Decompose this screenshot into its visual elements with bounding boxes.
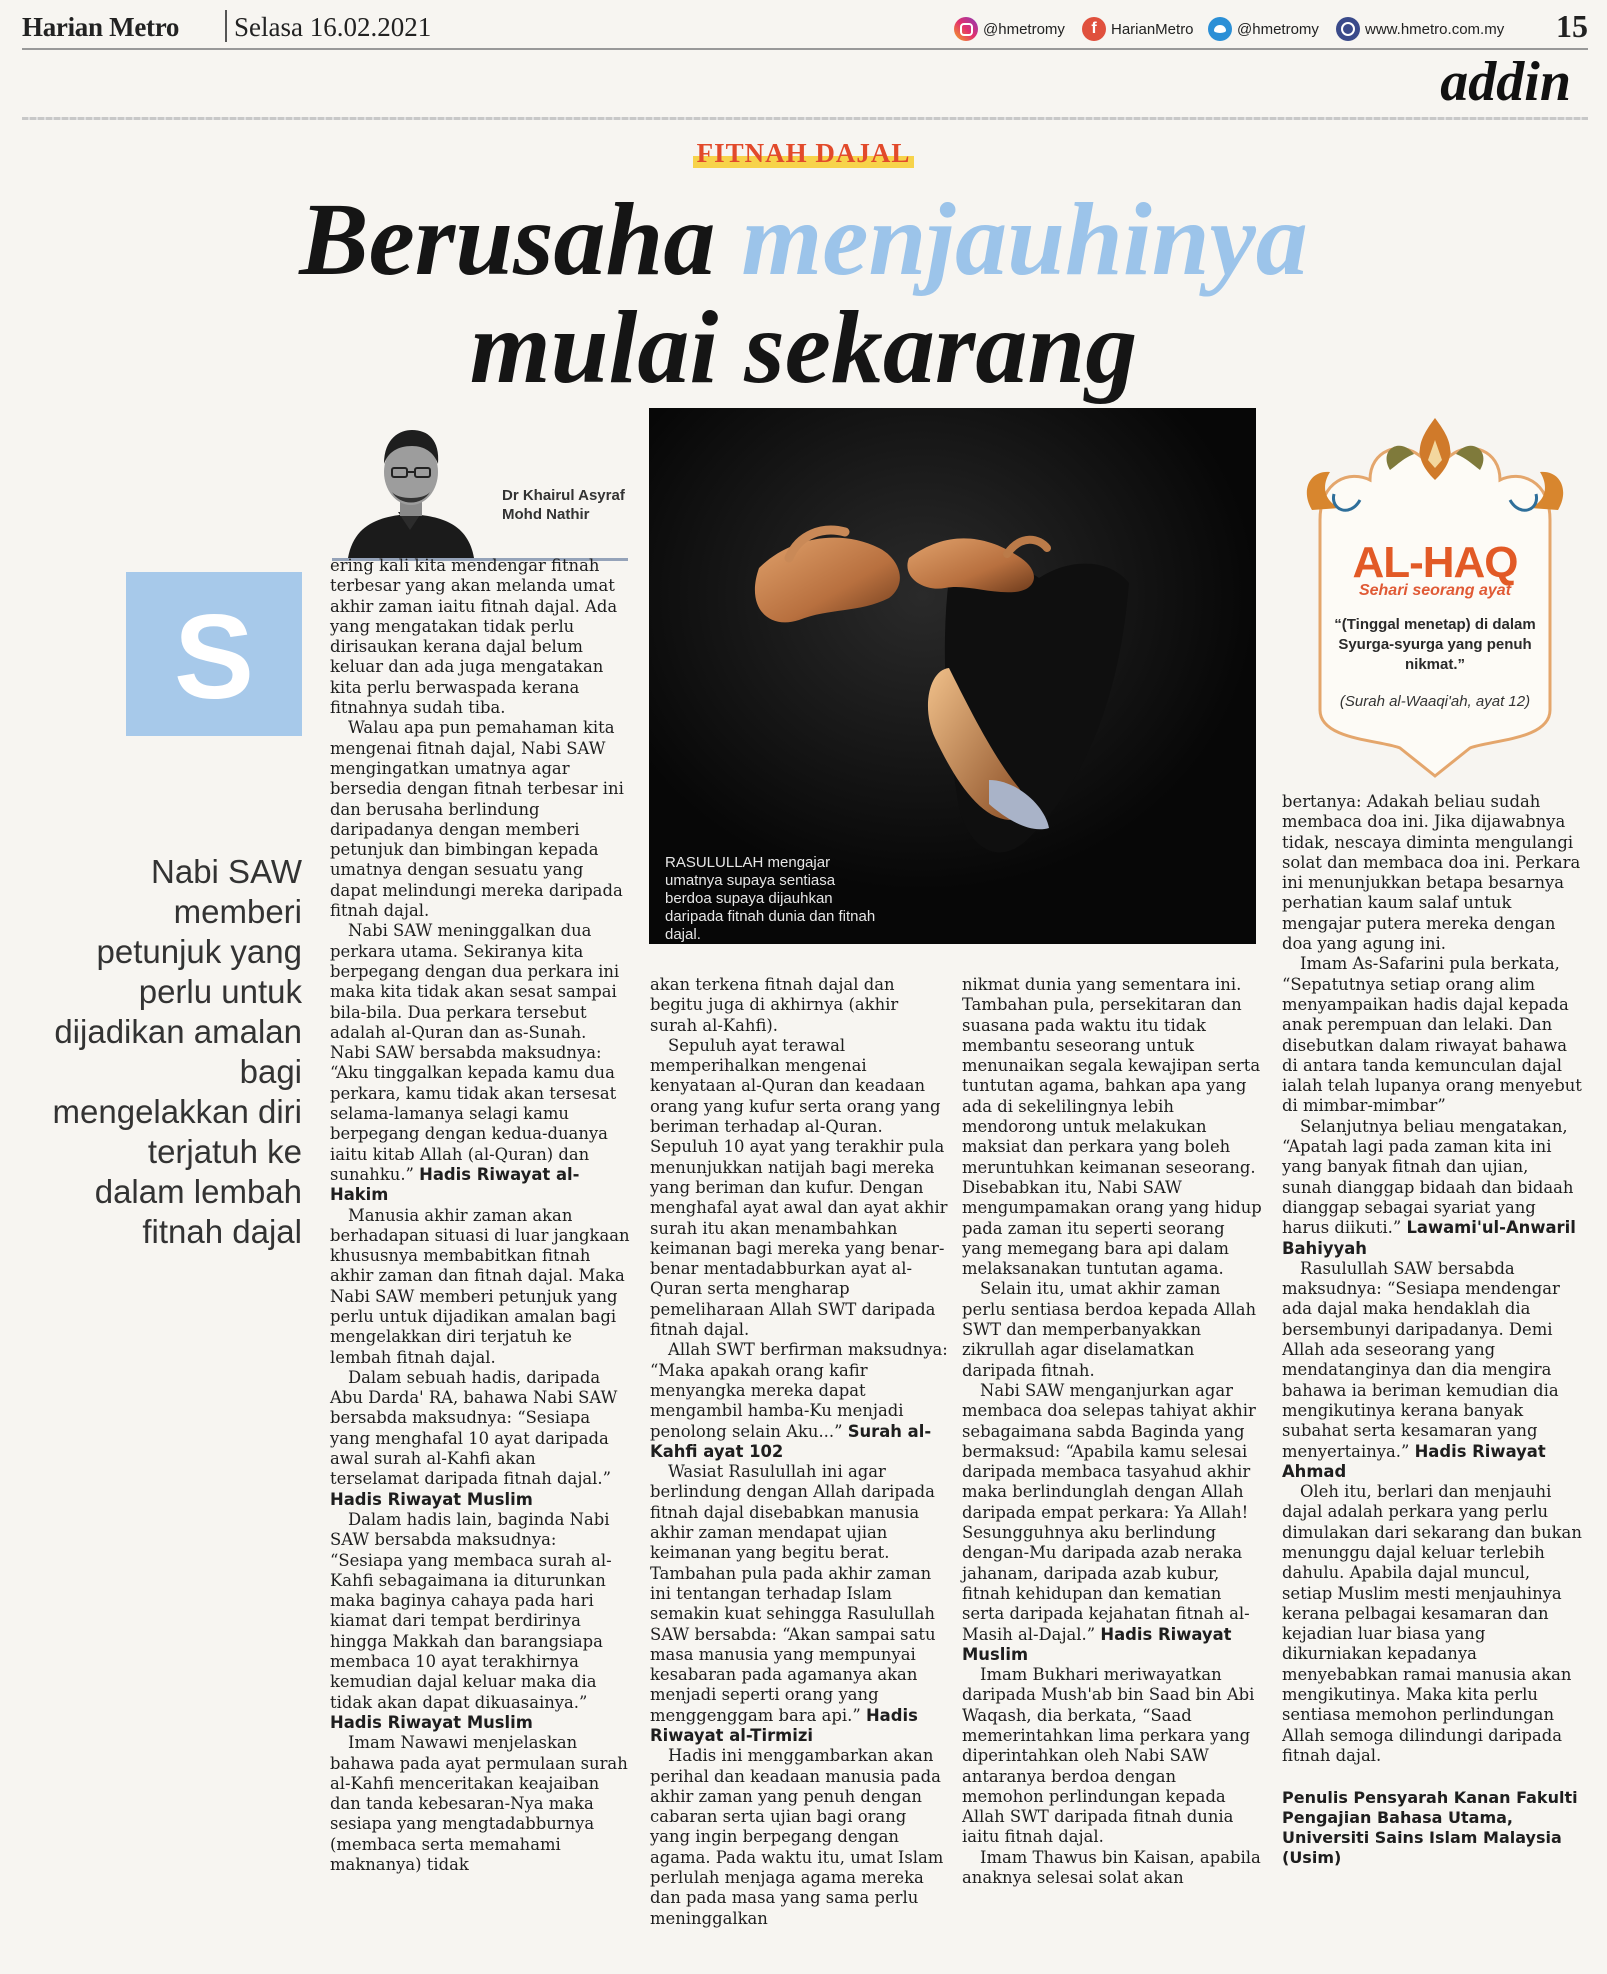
- author-name-line-1: Dr Khairul Asyraf: [502, 487, 625, 504]
- paragraph-text: Imam Thawus bin Kaisan, apabila anaknya selesai solat akan: [962, 1847, 1261, 1888]
- paragraph-text: Rasulullah SAW bersabda maksudnya: “Sesiapa mendengar ada dajal maka hendaklah dia bersembunyi daripadanya. Demi Allah ada seseorang yang mendatanginya dan dia mengira bahawa ia beriman kemudian dia mengikutinya kerana banyak subahat serta kesamaran yang menyertainya.”: [1282, 1258, 1560, 1461]
- article-paragraph: [1282, 1117, 1582, 1259]
- paragraph-text: Allah SWT berfirman maksudnya: “Maka apakah orang kafir menyangka mereka dapat mengambil hamba-Ku menjadi penolong selain Aku...”: [650, 1340, 948, 1441]
- website-label: www.hmetro.com.my: [1365, 20, 1505, 38]
- dropcap-box: [126, 572, 302, 736]
- hadith-source: Hadis Riwayat al-Tirmizi: [650, 1705, 918, 1745]
- twitter-handle: [1208, 15, 1319, 43]
- photo-caption: RASULULLAH mengajar umatnya supaya sentiasa berdoa supaya dijauhkan daripada fitnah dunia dan fitnah dajal.: [665, 854, 876, 943]
- article-column-3: [962, 975, 1262, 1888]
- article-paragraph: [650, 975, 950, 1036]
- author-name: [502, 486, 625, 524]
- paragraph-text: Dalam hadis lain, baginda Nabi SAW bersabda maksudnya: “Sesiapa yang membaca surah al-Kahfi sebagaimana ia diturunkan maka baginya cahaya pada hari kiamat dari tempat berdirinya hingga Makkah dan barangsiapa membaca 10 ayat terakhirnya kemudian dajal keluar maka dia tidak akan dapat dikuasainya.”: [330, 1509, 612, 1712]
- author-box: [332, 420, 628, 561]
- article-paragraph: [330, 1510, 630, 1733]
- author-name-line-2: Mohd Nathir: [502, 506, 590, 523]
- article-paragraph: [962, 1848, 1262, 1889]
- kicker: [0, 138, 1607, 169]
- headline-word-2: menjauhinya: [741, 182, 1308, 297]
- headline: [0, 182, 1607, 405]
- article-paragraph: [1282, 954, 1582, 1116]
- article-paragraph: [330, 718, 630, 921]
- article-paragraph: [1282, 792, 1582, 954]
- website-link[interactable]: [1336, 15, 1504, 43]
- article-column-4-body: [1282, 792, 1582, 1766]
- section-rule: [22, 117, 1588, 120]
- dropcap-letter: S: [173, 590, 255, 724]
- article-paragraph: [1282, 1482, 1582, 1766]
- hadith-source: Hadis Riwayat Muslim: [330, 1489, 533, 1509]
- article-paragraph: [650, 1462, 950, 1746]
- headline-line-2: mulai sekarang: [469, 290, 1138, 405]
- page-number: 15: [1556, 8, 1588, 44]
- article-column-4: [1282, 792, 1582, 1868]
- hadith-source: Hadis Riwayat al-Hakim: [330, 1164, 580, 1205]
- article-column-1: [330, 556, 630, 1875]
- facebook-label: HarianMetro: [1111, 20, 1194, 38]
- masthead: [22, 6, 1588, 50]
- article-paragraph: [962, 1381, 1262, 1665]
- al-haq-title: AL-HAQ: [1352, 538, 1518, 587]
- al-haq-subtitle: Sehari seorang ayat: [1358, 582, 1512, 599]
- instagram-handle: [954, 15, 1065, 43]
- article-paragraph: [962, 975, 1262, 1279]
- paragraph-text: Imam As-Safarini pula berkata, “Sepatutnya setiap orang alim menyampaikan hadis dajal kepada anak perempuan dan lelaki. Dan disebutkan dalam riwayat bahawa di antara tanda kemunculan dajal ialah telah lupanya orang menyebut di mimbar-mimbar”: [1282, 954, 1582, 1116]
- paragraph-text: Walau apa pun pemahaman kita mengenai fitnah dajal, Nabi SAW mengingatkan umatnya agar bersedia dengan fitnah terbesar ini dan berusaha berlindung daripadanya dengan memberi petunjuk dan bimbingan kepada umatnya dengan sesuatu yang dapat melindungi mereka daripada fitnah dajal.: [330, 718, 624, 921]
- paragraph-text: ering kali kita mendengar fitnah terbesar yang akan melanda umat akhir zaman iaitu fitnah dajal. Ada yang mengatakan tidak perlu dirisaukan kerana dajal belum keluar dan ada juga mengatakan kita perlu berwaspada kerana fitnahnya sudah tiba.: [330, 556, 618, 718]
- author-photo: [340, 420, 482, 558]
- facebook-icon: f: [1082, 17, 1106, 41]
- paragraph-text: bertanya: Adakah beliau sudah membaca doa ini. Jika dijawabnya tidak, nescaya diminta mengulangi solat dan membaca doa ini. Perkara ini menunjukkan betapa besarnya perhatian kaum salaf untuk mengajar putera mereka dengan doa yang agung ini.: [1282, 792, 1581, 954]
- hadith-source: Hadis Riwayat Ahmad: [1282, 1441, 1546, 1481]
- al-haq-verse: “(Tinggal menetap) di dalam Syurga-syurga yang penuh nikmat.”: [1334, 616, 1536, 673]
- paragraph-text: Hadis ini menggambarkan akan perihal dan keadaan manusia pada akhir zaman yang penuh dengan cabaran serta ujian bagi orang yang ingin berpegang dengan agama. Pada waktu itu, umat Islam perlulah menjaga agama mereka dan pada masa yang sama perlu meninggalkan: [650, 1746, 944, 1928]
- hadith-source: Lawami'ul-Anwaril Bahiyyah: [1282, 1218, 1576, 1258]
- article-paragraph: [650, 1746, 950, 1929]
- article-paragraph: [330, 556, 630, 718]
- paragraph-text: Wasiat Rasulullah ini agar berlindung dengan Allah daripada fitnah dajal disebabkan manusia akhir zaman mendapat ujian keimanan yang begitu berat. Tambahan pula pada akhir zaman ini tentangan terhadap Islam semakin kuat sehingga Rasulullah SAW bersabda: “Akan sampai satu masa manusia yang mempunyai kesabaran pada agamanya akan menjadi seperti orang yang menggenggam bara api.”: [650, 1462, 936, 1725]
- article-paragraph: [330, 1368, 630, 1510]
- headline-word-1: Berusaha: [299, 182, 716, 297]
- instagram-icon: [954, 17, 978, 41]
- article-paragraph: [330, 1206, 630, 1368]
- instagram-label: @hmetromy: [983, 20, 1065, 38]
- author-byline: Penulis Pensyarah Kanan Fakulti Pengajian Bahasa Utama, Universiti Sains Islam Malaysia (Usim): [1282, 1788, 1578, 1868]
- article-paragraph: [330, 1733, 630, 1875]
- issue-date: Selasa 16.02.2021: [234, 12, 432, 42]
- article-paragraph: [1282, 1259, 1582, 1482]
- paragraph-text: Sepuluh ayat terawal memperihalkan mengenai kenyataan al-Quran dan keadaan orang yang kufur serta orang yang beriman terhadap al-Quran. Sepuluh 10 ayat yang terakhir pula menunjukkan natijah bagi mereka yang beriman dan kufur. Dengan menghafal ayat awal dan ayat akhir surah itu akan menambahkan keimanan bagi mereka yang benar-benar mentadabburkan ayat al-Quran serta mengharap pemeliharaan Allah SWT daripada fitnah dajal.: [650, 1035, 948, 1340]
- hadith-source: Hadis Riwayat Muslim: [962, 1624, 1232, 1664]
- article-paragraph: [962, 1665, 1262, 1848]
- twitter-icon: [1208, 17, 1232, 41]
- paragraph-text: akan terkena fitnah dajal dan begitu juga di akhirnya (akhir surah al-Kahfi).: [650, 975, 899, 1035]
- paragraph-text: Oleh itu, berlari dan menjauhi dajal adalah perkara yang perlu dimulakan dari sekarang dan bukan menunggu dajal keluar terlebih dahulu. Apabila dajal muncul, setiap Muslim mesti menjauhinya kerana pelbagai kesamaran dan kejadian luar biasa yang dikurniakan kepadanya menyebabkan ramai manusia akan mengikutinya. Maka kita perlu sentiasa memohon perlindungan Allah semoga dilindungi daripada fitnah dajal.: [1282, 1482, 1582, 1765]
- paragraph-text: Imam Nawawi menjelaskan bahawa pada ayat permulaan surah al-Kahfi menceritakan keajaiban dan tanda kebesaran-Nya maka sesiapa yang mengtadabburnya (membaca serta memahami maknanya) tidak: [330, 1733, 628, 1874]
- masthead-separator: [225, 10, 227, 42]
- paragraph-text: nikmat dunia yang sementara ini. Tambahan pula, persekitaran dan suasana pada waktu itu tidak membantu seseorang untuk menunaikan segala kewajipan serta tuntutan agama, bahkan apa yang ada di sekelilingnya lebih mendorong untuk melakukan maksiat dan perkara yang boleh meruntuhkan keimanan seseorang. Disebabkan itu, Nabi SAW mengumpamakan orang yang hidup pada zaman itu seperti seorang yang memegang bara api dalam melaksanakan tuntutan agama.: [962, 975, 1262, 1279]
- paragraph-text: Nabi SAW meninggalkan dua perkara utama. Sekiranya kita berpegang dengan dua perkara ini maka kita tidak akan sesat sampai bila-bila. Dua perkara tersebut adalah al-Quran dan as-Sunah. Nabi SAW bersabda maksudnya: “Aku tinggalkan kepada kamu dua perkara, kamu tidak akan tersesat selama-lamanya selagi kamu berpegang dengan kedua-duanya iaitu kitab Allah (al-Quran) dan sunahku.”: [330, 921, 620, 1184]
- kicker-text: FITNAH DAJAL: [693, 138, 915, 168]
- article-paragraph: [962, 1279, 1262, 1380]
- newspaper-name: Harian Metro: [22, 12, 180, 42]
- paragraph-text: Manusia akhir zaman akan berhadapan situasi di luar jangkaan khususnya membabitkan fitnah akhir zaman dan fitnah dajal. Maka Nabi SAW memberi petunjuk yang perlu untuk dijadikan amalan bagi mengelakkan diri terjatuh ke lembah fitnah dajal.: [330, 1205, 630, 1367]
- section-name: addin: [1440, 51, 1571, 113]
- article-column-2: [650, 975, 950, 1929]
- facebook-handle: [1082, 15, 1194, 43]
- paragraph-text: Selain itu, umat akhir zaman perlu sentiasa berdoa kepada Allah SWT dan memperbanyakkan zikrullah agar diselamatkan daripada fitnah.: [962, 1279, 1257, 1380]
- article-paragraph: [330, 921, 630, 1205]
- article-photo: [649, 408, 1256, 944]
- paragraph-text: Dalam sebuah hadis, daripada Abu Darda' RA, bahawa Nabi SAW bersabda maksudnya: “Sesiapa yang menghafal 10 ayat daripada awal surah al-Kahfi akan terselamat daripada fitnah dajal.”: [330, 1367, 618, 1489]
- globe-icon: [1336, 17, 1360, 41]
- pull-quote: Nabi SAW memberi petunjuk yang perlu untuk dijadikan amalan bagi mengelakkan diri terjatuh ke dalam lembah fitnah dajal: [52, 853, 302, 1250]
- hadith-source: Surah al-Kahfi ayat 102: [650, 1421, 932, 1461]
- al-haq-panel: [1290, 410, 1580, 780]
- hadith-source: Hadis Riwayat Muslim: [330, 1712, 533, 1732]
- article-paragraph: [650, 1340, 950, 1462]
- twitter-label: @hmetromy: [1237, 20, 1319, 38]
- paragraph-text: Imam Bukhari meriwayatkan daripada Mush'ab bin Saad bin Abi Waqash, dia berkata, “Saad memerintahkan lima perkara yang diperintahkan oleh Nabi SAW antaranya berdoa dengan memohon perlindungan kepada Allah SWT daripada fitnah dunia iaitu fitnah dajal.: [962, 1665, 1255, 1847]
- paragraph-text: Nabi SAW menganjurkan agar membaca doa selepas tahiyat akhir sebagaimana sabda Baginda yang bermaksud: “Apabila kamu selesai daripada membaca tasyahud akhir maka berlindunglah dengan Allah daripada empat perkara: Ya Allah! Sesungguhnya aku berlindung dengan-Mu daripada azab neraka jahanam, daripada azab kubur, fitnah kehidupan dan kematian serta daripada kejahatan fitnah al-Masih al-Dajal.”: [962, 1380, 1256, 1644]
- paragraph-text: Selanjutnya beliau mengatakan, “Apatah lagi pada zaman kita ini yang banyak fitnah dan ujian, sunah dianggap bidaah dan bidaah dianggap sebagai syariat yang harus diikuti.”: [1282, 1116, 1574, 1238]
- al-haq-reference: (Surah al-Waaqi'ah, ayat 12): [1339, 693, 1531, 710]
- article-paragraph: [650, 1036, 950, 1340]
- masthead-rule: [22, 48, 1588, 50]
